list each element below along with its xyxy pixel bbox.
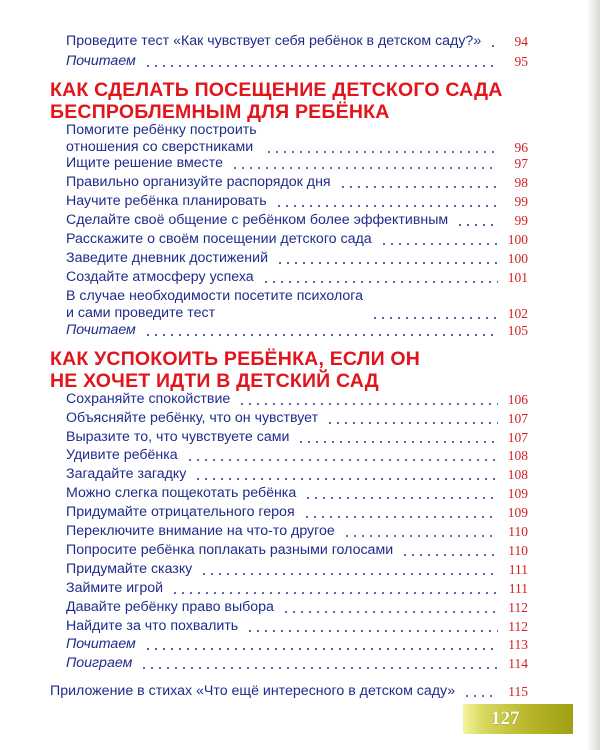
toc-entry (66, 33, 528, 50)
dot-leader (343, 535, 498, 537)
toc-entry (66, 410, 528, 427)
section-heading-line: КАК УСПОКОИТЬ РЕБЁНКА, ЕСЛИ ОН (50, 348, 421, 370)
dot-leader (246, 630, 498, 632)
dot-leader (231, 167, 498, 169)
dot-leader (144, 334, 498, 336)
toc-entry-title: Можно слегка пощекотать ребёнка (66, 485, 297, 501)
toc-page-number: 101 (507, 270, 528, 285)
section-heading-line: КАК СДЕЛАТЬ ПОСЕЩЕНИЕ ДЕТСКОГО САДА (50, 79, 503, 101)
dot-leader (144, 65, 498, 67)
toc-entry-title: Загадайте загадку (66, 466, 187, 482)
dot-leader (456, 224, 498, 226)
toc-entry-title-line: отношения со сверстниками (66, 139, 254, 155)
dot-leader (265, 151, 498, 153)
toc-entry-title: Ищите решение вместе (66, 155, 223, 171)
toc-entry (66, 212, 528, 229)
toc-entry (66, 485, 528, 502)
toc-entry-title-line: и сами проведите тест (66, 305, 216, 321)
toc-page-number: 100 (507, 232, 528, 247)
toc-entry-title: Попросите ребёнка поплакать разными голосами (66, 542, 394, 558)
toc-entry (66, 542, 528, 559)
toc-page-number: 94 (514, 34, 528, 49)
toc-entry (66, 269, 528, 286)
dot-leader (303, 516, 498, 518)
toc-page-number: 113 (508, 637, 528, 652)
dot-leader (489, 45, 498, 47)
toc-page-number: 110 (508, 524, 528, 539)
toc-entry-title: Проведите тест «Как чувствует себя ребёнок в детском саду?» (66, 33, 482, 49)
toc-page-number: 95 (514, 54, 528, 69)
toc-page-number: 111 (508, 581, 528, 596)
toc-entry-title: Почитаем (66, 53, 136, 69)
toc-entry (66, 618, 528, 635)
toc-page-number: 102 (507, 306, 528, 321)
toc-entry-title: Удивите ребёнка (66, 447, 178, 463)
toc-page-number: 106 (507, 392, 528, 407)
dot-leader (140, 667, 498, 669)
toc-entry-title: Придумайте сказку (66, 561, 193, 577)
toc-entry (66, 193, 528, 210)
toc-entry (66, 322, 528, 339)
toc-entry (66, 599, 528, 616)
toc-page-number: 108 (507, 467, 528, 482)
toc-page-number: 109 (507, 486, 528, 501)
dot-leader (275, 205, 498, 207)
toc-entry (66, 466, 528, 483)
toc-entry-appendix (50, 683, 528, 700)
toc-entry (66, 447, 528, 464)
toc-entry (66, 288, 528, 322)
toc-entry-title: Объясняйте ребёнку, что он чувствует (66, 410, 319, 426)
dot-leader (144, 648, 498, 650)
toc-entry (66, 636, 528, 653)
toc-entry-title: Правильно организуйте распорядок дня (66, 174, 331, 190)
toc-entry (66, 580, 528, 597)
toc-entry-title: Почитаем (66, 636, 136, 652)
toc-entry-title (66, 288, 363, 322)
toc-entry (66, 174, 528, 191)
toc-entry (66, 504, 528, 521)
dot-leader (339, 186, 498, 188)
dot-leader (262, 281, 498, 283)
toc-page-number: 115 (508, 684, 528, 699)
section-heading (50, 79, 503, 123)
dot-leader (238, 403, 498, 405)
toc-page-number: 97 (514, 156, 528, 171)
toc-entry (66, 122, 528, 156)
toc-page-number: 105 (507, 323, 528, 338)
folio-page-number: 127 (491, 708, 520, 729)
dot-leader (401, 554, 498, 556)
section-heading (50, 348, 420, 392)
toc-entry-title: Займите игрой (66, 580, 164, 596)
toc-page-number: 107 (507, 411, 528, 426)
toc-entry-title: Заведите дневник достижений (66, 250, 268, 266)
toc-page-number: 110 (508, 543, 528, 558)
toc-entry (66, 250, 528, 267)
toc-entry-title: Давайте ребёнку право выбора (66, 599, 274, 615)
toc-entry-title (66, 122, 257, 156)
toc-page-number: 99 (514, 213, 528, 228)
dot-leader (297, 441, 498, 443)
toc-entry-title: Выразите то, что чувствуете сами (66, 429, 290, 445)
toc-page-number: 112 (508, 619, 528, 634)
toc-entry-title: Расскажите о своём посещении детского сада (66, 231, 372, 247)
toc-entry-title-line: В случае необходимости посетите психолога (66, 288, 364, 304)
toc-page-number: 99 (514, 194, 528, 209)
section-heading-line: НЕ ХОЧЕТ ИДТИ В ДЕТСКИЙ САД (50, 370, 379, 392)
toc-entry-title: Поиграем (66, 655, 133, 671)
dot-leader (186, 459, 498, 461)
toc-page-number: 107 (507, 430, 528, 445)
page-number-band (463, 704, 573, 734)
dot-leader (380, 243, 498, 245)
toc-entry-title: Почитаем (66, 322, 136, 338)
dot-leader (276, 262, 498, 264)
toc-page-number: 111 (508, 562, 528, 577)
dot-leader (371, 317, 498, 319)
toc-page-number: 96 (514, 140, 528, 155)
dot-leader (194, 478, 498, 480)
toc-entry (66, 53, 528, 70)
toc-entry-title: Сделайте своё общение с ребёнком более эффективным (66, 212, 449, 228)
dot-leader (463, 695, 498, 697)
dot-leader (304, 497, 498, 499)
toc-entry-title: Научите ребёнка планировать (66, 193, 267, 209)
page-edge-shadow (586, 0, 600, 750)
toc-entry-title: Придумайте отрицательного героя (66, 504, 295, 520)
toc-page-number: 112 (508, 600, 528, 615)
toc-entry (66, 429, 528, 446)
toc-entry-title: Создайте атмосферу успеха (66, 269, 254, 285)
toc-entry-title: Переключите внимание на что-то другое (66, 523, 335, 539)
toc-entry (66, 231, 528, 248)
toc-page-number: 98 (514, 175, 528, 190)
toc-entry (66, 561, 528, 578)
dot-leader (200, 573, 498, 575)
toc-page-number: 108 (507, 448, 528, 463)
toc-entry (66, 655, 528, 672)
toc-page-number: 114 (508, 656, 528, 671)
toc-entry-title: Сохраняйте спокойствие (66, 391, 231, 407)
toc-entry-title: Найдите за что похвалить (66, 618, 239, 634)
toc-entry (66, 391, 528, 408)
toc-entry (66, 155, 528, 172)
dot-leader (282, 611, 498, 613)
toc-page-number: 100 (507, 251, 528, 266)
toc-entry (66, 523, 528, 540)
dot-leader (171, 592, 498, 594)
dot-leader (326, 422, 498, 424)
toc-entry-title-line: Помогите ребёнку построить (66, 122, 257, 138)
toc-page-number: 109 (507, 505, 528, 520)
toc-entry-title: Приложение в стихах «Что ещё интересного в детском саду» (50, 683, 456, 699)
section-heading-line: БЕСПРОБЛЕМНЫМ ДЛЯ РЕБЁНКА (50, 101, 390, 123)
